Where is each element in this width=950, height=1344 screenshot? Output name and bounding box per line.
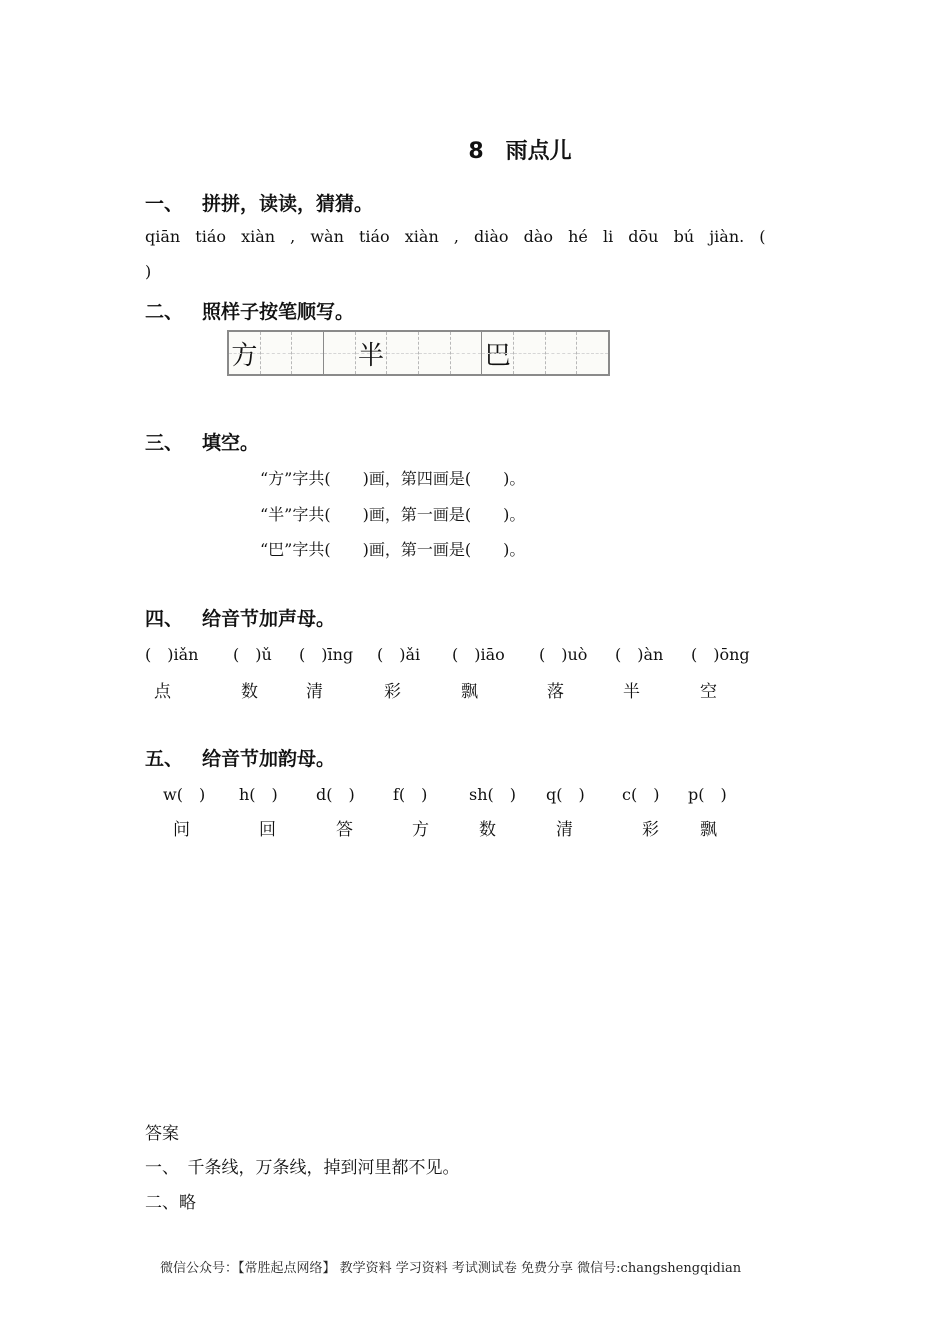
initials-char: 点: [154, 682, 171, 702]
initial-blank: ( )īng: [299, 645, 354, 664]
final-blank: c( ): [622, 785, 660, 804]
section-1-number: 一、: [145, 193, 184, 215]
initial-blank: ( )ǎi: [377, 645, 421, 664]
section-1-heading: [145, 189, 373, 216]
initials-char: 飘: [461, 682, 478, 702]
grid-cell: [419, 332, 451, 374]
final-blank: q( ): [546, 785, 585, 804]
footer-note: 微信公众号：【常胜起点网络】 教学资料 学习资料 考试测试卷 免费分享 微信号:changshengqidian: [160, 1261, 742, 1276]
final-blank: d( ): [316, 785, 355, 804]
section-2-number: 二、: [145, 301, 184, 323]
fill-blank-line: “方”字共( )画，第四画是( )。: [260, 469, 526, 488]
initial-blank: ( )uò: [539, 645, 588, 664]
grid-cell: [261, 332, 293, 374]
initial-blank: ( )ǔ: [233, 645, 272, 664]
answer-line-2: 二、略: [145, 1193, 196, 1213]
initials-char: 数: [241, 682, 258, 702]
fill-blank-line: “半”字共( )画，第一画是( )。: [260, 505, 526, 524]
final-blank: sh( ): [469, 785, 517, 804]
section-3-number: 三、: [145, 432, 184, 454]
section-5-heading: [145, 744, 335, 771]
finals-char: 答: [336, 820, 353, 840]
pinyin-riddle-close: ): [145, 262, 152, 281]
section-3-title: 填空。: [202, 432, 260, 454]
initial-blank: ( )iǎn: [145, 645, 199, 664]
page-title: 8 雨点儿: [468, 139, 572, 164]
initial-blank: ( )àn: [615, 645, 664, 664]
section-5-title: 给音节加韵母。: [202, 748, 336, 770]
final-blank: f( ): [393, 785, 428, 804]
grid-cell-fang: 方: [229, 332, 261, 374]
finals-char: 清: [556, 820, 573, 840]
initial-blank: ( )iāo: [452, 645, 505, 664]
initials-char: 落: [547, 682, 564, 702]
grid-cell: [324, 332, 356, 374]
pinyin-riddle: qiān tiáo xiàn , wàn tiáo xiàn , diào dào hé li dōu bú jiàn. (: [145, 227, 766, 246]
grid-cell: [514, 332, 546, 374]
grid-cell-ba: 巴: [482, 332, 514, 374]
section-4-number: 四、: [145, 608, 184, 630]
final-blank: p( ): [688, 785, 727, 804]
grid-cell: [292, 332, 324, 374]
initial-blank: ( )ōng: [691, 645, 750, 664]
section-2-heading: [145, 297, 354, 324]
section-4-heading: [145, 604, 335, 631]
final-blank: h( ): [239, 785, 278, 804]
finals-char: 数: [479, 820, 496, 840]
section-3-heading: [145, 428, 259, 455]
finals-char: 彩: [642, 820, 659, 840]
grid-cell: [546, 332, 578, 374]
finals-char: 飘: [700, 820, 717, 840]
finals-char: 方: [412, 820, 429, 840]
answer-line-1: 一、 千条线，万条线，掉到河里都不见。: [145, 1158, 460, 1178]
section-2-title: 照样子按笔顺写。: [202, 301, 355, 323]
final-blank: w( ): [163, 785, 206, 804]
finals-char: 问: [173, 820, 190, 840]
initials-char: 空: [700, 682, 717, 702]
section-1-title: 拼拼，读读，猜猜。: [202, 193, 374, 215]
initials-char: 彩: [384, 682, 401, 702]
answers-heading: 答案: [145, 1124, 179, 1144]
grid-cell-ban: 半: [356, 332, 388, 374]
fill-blank-line: “巴”字共( )画，第一画是( )。: [260, 540, 526, 559]
grid-cell: [577, 332, 608, 374]
stroke-order-grid: [227, 330, 610, 376]
initials-char: 半: [623, 682, 640, 702]
grid-cell: [387, 332, 419, 374]
initials-char: 清: [306, 682, 323, 702]
finals-char: 回: [259, 820, 276, 840]
grid-cell: [451, 332, 483, 374]
section-5-number: 五、: [145, 748, 184, 770]
section-4-title: 给音节加声母。: [202, 608, 336, 630]
